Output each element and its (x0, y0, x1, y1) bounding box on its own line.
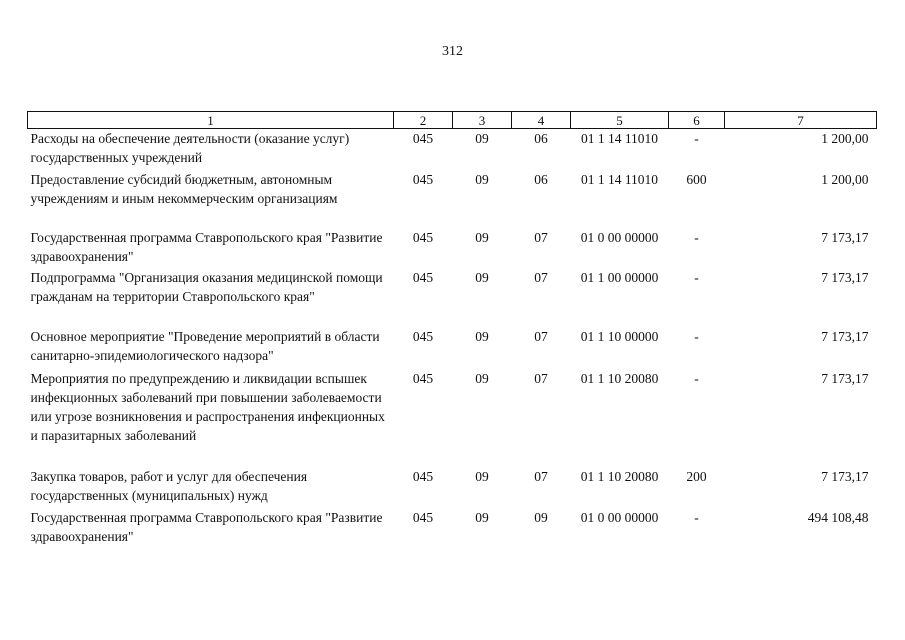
row-section-code: 09 (475, 509, 489, 525)
row-target-article: 01 0 00 00000 (580, 229, 659, 245)
header-col-4: 4 (512, 112, 571, 129)
row-expense-type: - (694, 131, 699, 146)
header-col-1: 1 (28, 112, 394, 129)
row-amount: 1 200,00 (821, 131, 869, 146)
row-subsection-code: 06 (534, 171, 548, 187)
row-section-code: 09 (475, 229, 489, 245)
row-subsection-code: 07 (534, 468, 548, 484)
row-amount: 494 108,48 (807, 509, 869, 525)
row-expense-type: 200 (686, 468, 707, 484)
row-target-article: 01 1 10 20080 (580, 468, 659, 484)
header-col-7: 7 (725, 112, 877, 129)
row-subsection-code: 07 (534, 229, 548, 245)
row-target-article: 01 0 00 00000 (580, 509, 659, 525)
row-ministry-code: 045 (412, 269, 434, 285)
row-amount: 7 173,17 (821, 328, 869, 344)
row-expense-type: - (694, 328, 699, 344)
row-subsection-code: 09 (534, 509, 548, 525)
table-row (28, 268, 877, 327)
row-name: Расходы на обеспечение деятельности (оказание услуг) государственных учреждений (30, 131, 350, 165)
header-col-5: 5 (571, 112, 669, 129)
row-name: Закупка товаров, работ и услуг для обеспечения государственных (муниципальных) нужд (30, 468, 308, 503)
row-section-code: 09 (475, 171, 489, 187)
table-row (28, 467, 877, 508)
row-expense-type: - (694, 370, 699, 386)
row-name: Предоставление субсидий бюджетным, автономным учреждениям и иным некоммерческим организациям (30, 171, 338, 206)
row-ministry-code: 045 (412, 229, 434, 245)
row-subsection-code: 07 (534, 370, 548, 386)
row-subsection-code: 07 (534, 269, 548, 285)
row-expense-type: - (694, 269, 699, 285)
row-target-article: 01 1 00 00000 (580, 269, 659, 285)
budget-table (27, 111, 877, 548)
row-subsection-code: 06 (534, 131, 548, 146)
table-row (28, 327, 877, 369)
row-amount: 7 173,17 (821, 370, 869, 386)
row-target-article: 01 1 14 11010 (580, 171, 659, 187)
row-section-code: 09 (475, 269, 489, 285)
row-amount: 1 200,00 (821, 171, 869, 187)
row-expense-type: - (694, 229, 699, 245)
row-ministry-code: 045 (412, 328, 434, 344)
row-amount: 7 173,17 (821, 229, 869, 245)
row-target-article: 01 1 10 20080 (580, 370, 659, 386)
row-amount: 7 173,17 (821, 269, 869, 285)
row-ministry-code: 045 (412, 370, 434, 386)
header-col-2: 2 (394, 112, 453, 129)
row-name: Государственная программа Ставропольского края "Развитие здравоохранения" (30, 229, 383, 264)
row-name: Основное мероприятие "Проведение мероприятий в области санитарно-эпидемиологического надзора" (30, 328, 380, 363)
row-expense-type: 600 (686, 171, 707, 187)
row-section-code: 09 (475, 328, 489, 344)
header-col-6: 6 (669, 112, 725, 129)
row-name: Государственная программа Ставропольского края "Развитие здравоохранения" (30, 509, 383, 544)
row-target-article: 01 1 10 00000 (580, 328, 659, 344)
row-amount: 7 173,17 (821, 468, 869, 484)
row-section-code: 09 (475, 468, 489, 484)
table-row (28, 508, 877, 548)
table-row (28, 369, 877, 467)
row-name: Мероприятия по предупреждению и ликвидации вспышек инфекционных заболеваний при повышении заболеваемости или угрозе возникновения и распространения инфекционных и паразитарных заболеваний (30, 370, 385, 443)
row-section-code: 09 (475, 131, 489, 146)
header-col-3: 3 (453, 112, 512, 129)
row-ministry-code: 045 (412, 468, 434, 484)
row-name: Подпрограмма "Организация оказания медицинской помощи гражданам на территории Ставропольского края" (30, 269, 383, 304)
row-ministry-code: 045 (412, 509, 434, 525)
row-target-article: 01 1 14 11010 (580, 131, 659, 146)
row-ministry-code: 045 (412, 131, 434, 146)
table-row (28, 228, 877, 268)
table-row (28, 170, 877, 228)
header-row (28, 112, 877, 129)
page-number: 312 (442, 44, 463, 59)
row-ministry-code: 045 (412, 171, 434, 187)
row-expense-type: - (694, 509, 699, 525)
table-row (28, 129, 877, 170)
row-subsection-code: 07 (534, 328, 548, 344)
budget-table-container (27, 111, 876, 548)
row-section-code: 09 (475, 370, 489, 386)
